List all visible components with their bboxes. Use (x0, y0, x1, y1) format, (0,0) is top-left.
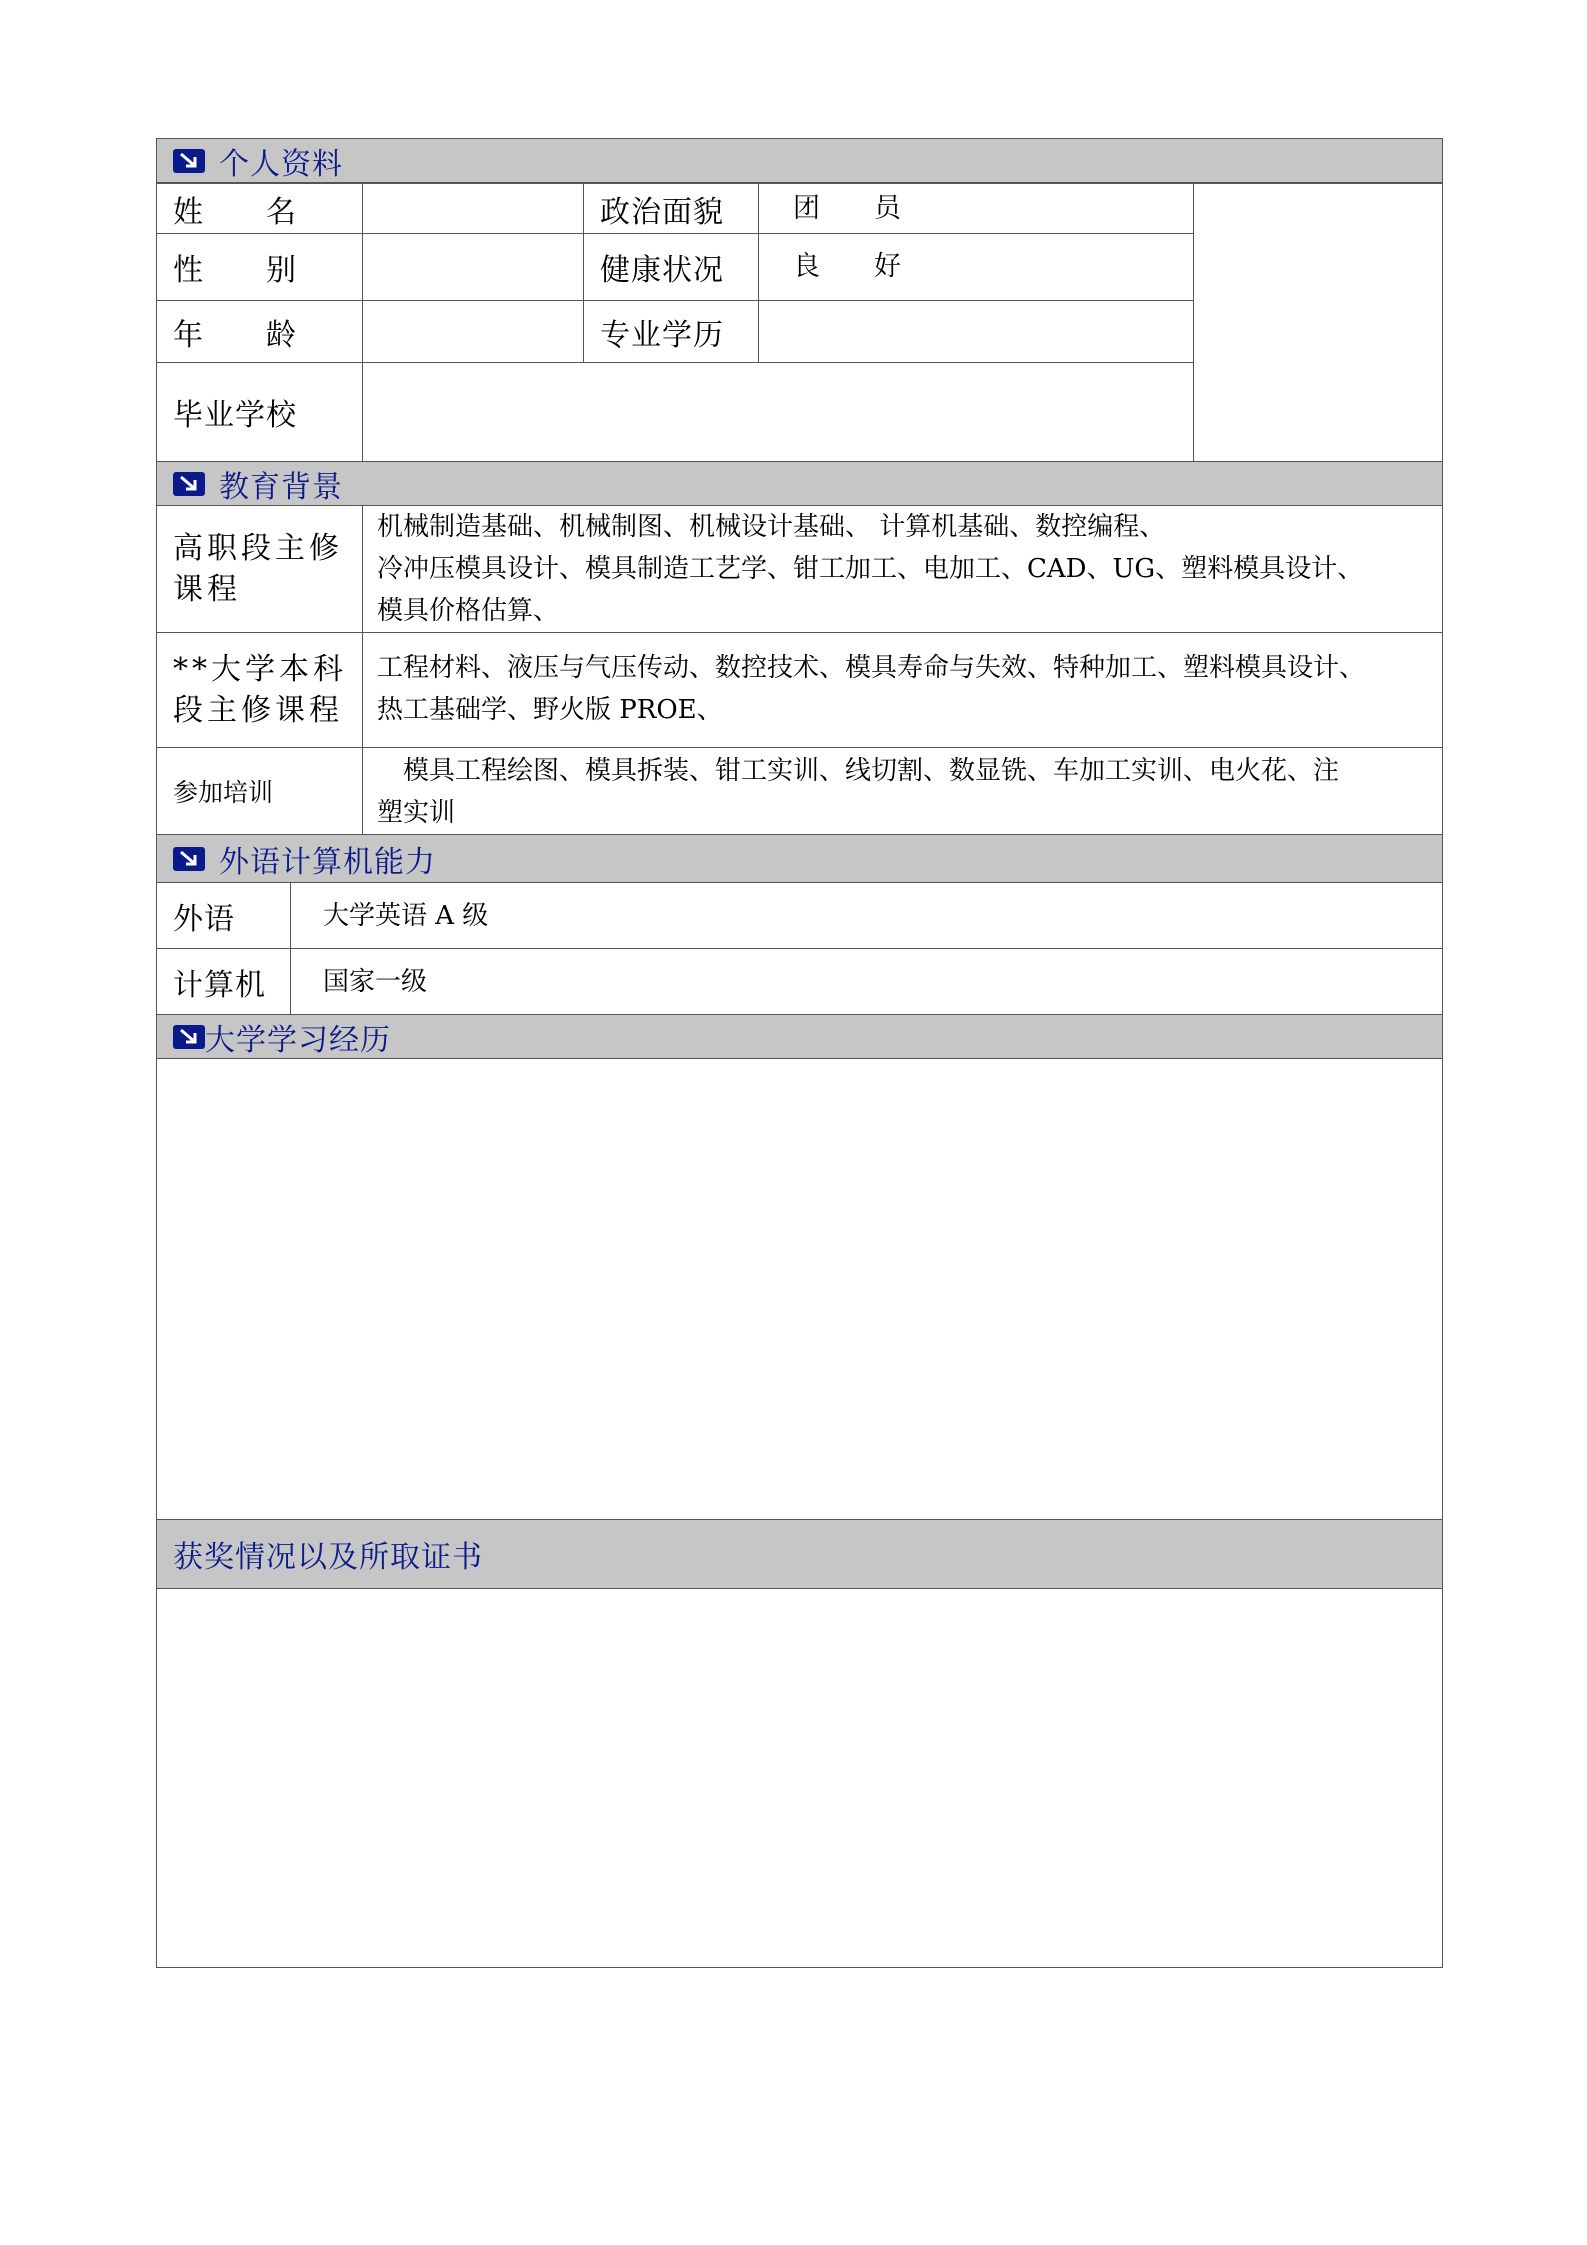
course-line: 热工基础学、野火版 PROE、 (377, 695, 723, 725)
vocational-courses-label (156, 505, 363, 633)
name-label: 姓 名 (156, 183, 363, 234)
section-title: 个人资料 (219, 146, 343, 182)
down-right-arrow-icon (173, 847, 205, 871)
training-line: 模具工程绘图、模具拆装、钳工实训、线切割、数显铣、车加工实训、电火花、注 (377, 756, 1340, 786)
down-right-arrow-icon (173, 149, 205, 173)
training-value (362, 747, 1443, 835)
training-line: 塑实训 (377, 798, 456, 828)
vocational-courses-value (362, 505, 1443, 633)
awards-body[interactable] (156, 1588, 1443, 1968)
university-experience-body[interactable] (156, 1058, 1443, 1520)
bachelor-courses-value (362, 632, 1443, 748)
photo-area (1193, 183, 1443, 462)
section-header-awards (156, 1519, 1443, 1589)
section-header-university-experience (156, 1014, 1443, 1059)
label-line: 课程 (173, 572, 241, 607)
name-value[interactable] (362, 183, 584, 234)
course-line: 工程材料、液压与气压传动、数控技术、模具寿命与失效、特种加工、塑料模具设计、 (377, 653, 1366, 683)
gender-label: 性 别 (156, 233, 363, 301)
label-line: 段主修课程 (173, 693, 343, 728)
label-line: **大学本科 (173, 652, 347, 687)
training-label: 参加培训 (156, 747, 363, 835)
politics-value: 团 员 (758, 183, 1194, 234)
label-line: 高职段主修 (173, 531, 343, 566)
gender-value[interactable] (362, 233, 584, 301)
health-value: 良 好 (758, 233, 1194, 301)
course-line: 机械制造基础、机械制图、机械设计基础、 计算机基础、数控编程、 (377, 512, 1166, 542)
language-value: 大学英语 A 级 (290, 882, 1443, 949)
age-value[interactable] (362, 300, 584, 363)
section-title: 教育背景 (219, 469, 343, 505)
degree-label: 专业学历 (583, 300, 759, 363)
section-header-language-computer (156, 834, 1443, 883)
language-label: 外语 (156, 882, 291, 949)
health-label: 健康状况 (583, 233, 759, 301)
down-right-arrow-icon (173, 1025, 205, 1049)
school-value[interactable] (362, 362, 1194, 462)
section-title: 获奖情况以及所取证书 (173, 1540, 483, 1575)
section-title: 大学学习经历 (205, 1022, 391, 1058)
down-right-arrow-icon (173, 472, 205, 496)
course-line: 冷冲压模具设计、模具制造工艺学、钳工加工、电加工、CAD、UG、塑料模具设计、 (377, 554, 1364, 584)
course-line: 模具价格估算、 (377, 596, 560, 626)
section-header-personal (156, 138, 1443, 183)
section-header-education (156, 461, 1443, 506)
bachelor-courses-label (156, 632, 363, 748)
school-label: 毕业学校 (156, 362, 363, 462)
degree-value[interactable] (758, 300, 1194, 363)
age-label: 年 龄 (156, 300, 363, 363)
politics-label: 政治面貌 (583, 183, 759, 234)
computer-label: 计算机 (156, 948, 291, 1015)
section-title: 外语计算机能力 (219, 844, 436, 880)
computer-value: 国家一级 (290, 948, 1443, 1015)
